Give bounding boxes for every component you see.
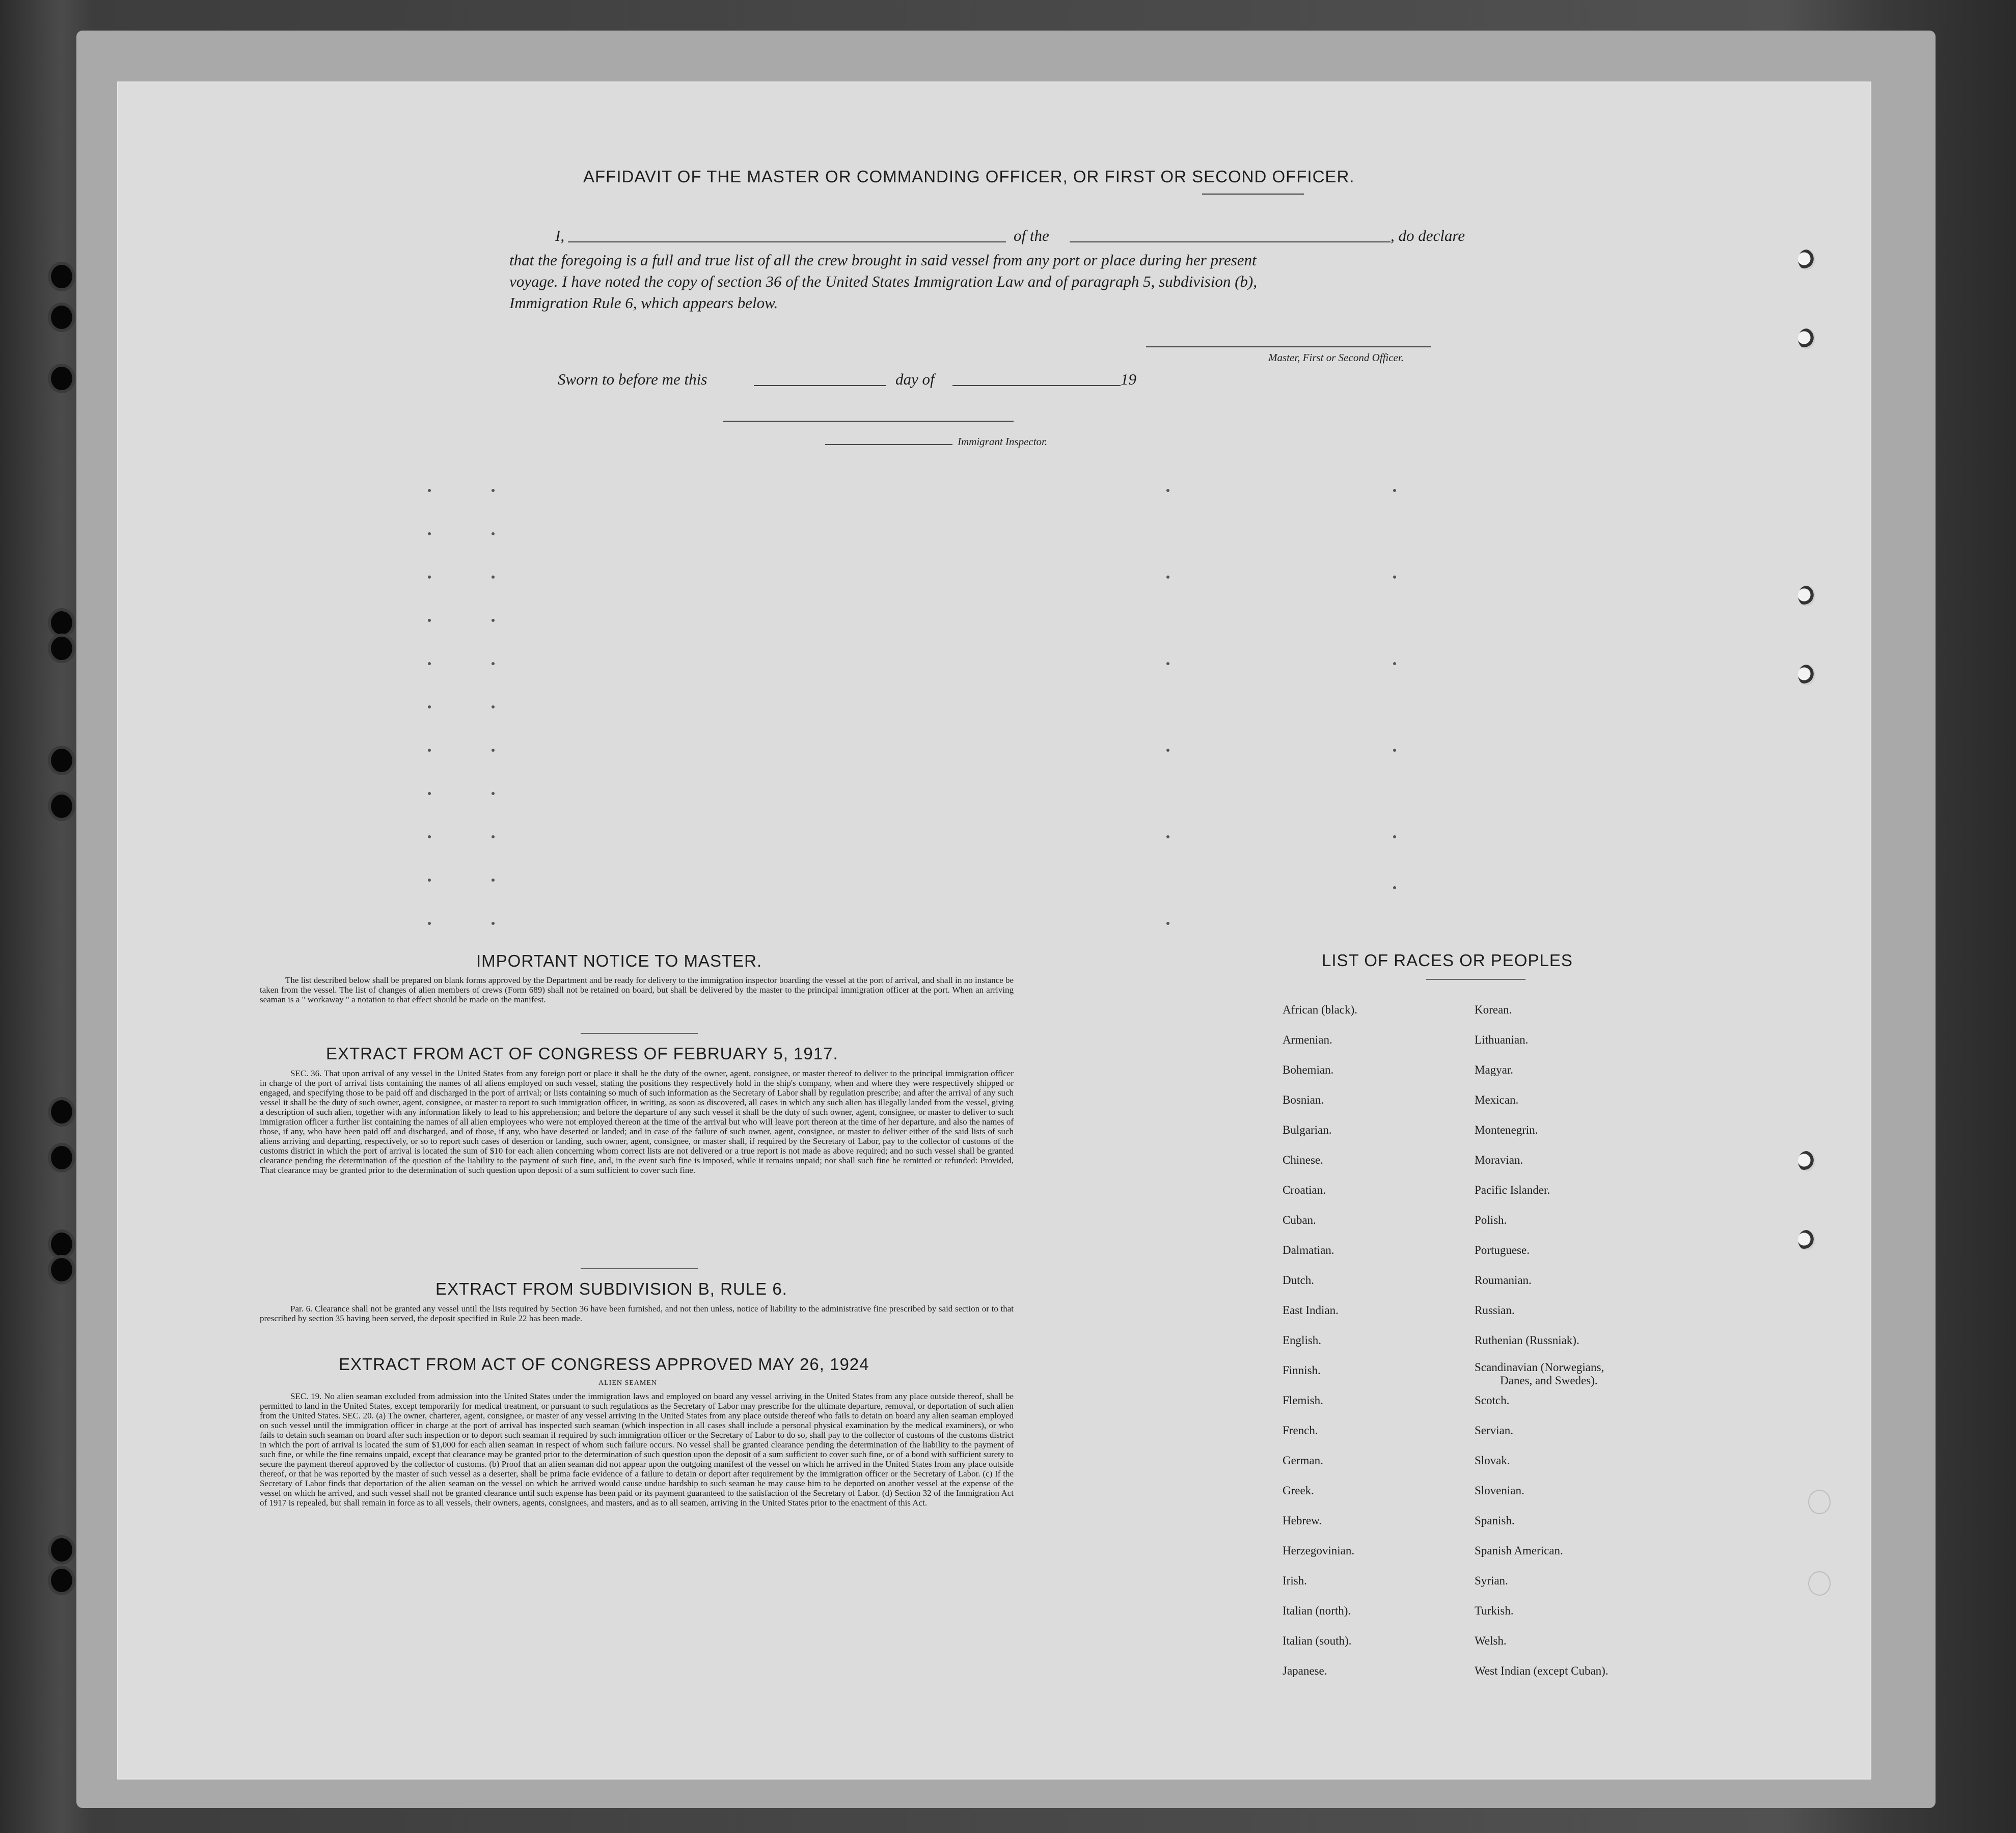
ring-hole bbox=[1798, 1151, 1815, 1171]
bleed-dot bbox=[1393, 886, 1396, 889]
race-right-item: Roumanian. bbox=[1475, 1274, 1532, 1287]
section-divider bbox=[581, 1268, 698, 1269]
binder-hole bbox=[51, 637, 72, 660]
bleed-dot bbox=[1393, 576, 1396, 579]
race-right-item: Turkish. bbox=[1475, 1604, 1514, 1617]
race-left-item: Hebrew. bbox=[1283, 1514, 1322, 1527]
affidavit-title: AFFIDAVIT OF THE MASTER OR COMMANDING OFFICER, OR FIRST OR SECOND OFFICER. bbox=[583, 167, 1355, 186]
race-left-item: African (black). bbox=[1283, 1003, 1357, 1016]
bleed-dot bbox=[428, 835, 431, 838]
affidavit-declare: , do declare bbox=[1391, 227, 1465, 244]
bleed-dot bbox=[428, 922, 431, 925]
race-left-item: Bosnian. bbox=[1283, 1093, 1324, 1106]
race-left-item: Greek. bbox=[1283, 1484, 1314, 1497]
binder-hole bbox=[51, 367, 72, 390]
bleed-dot bbox=[492, 619, 495, 622]
title-rule bbox=[1202, 194, 1304, 195]
bleed-dot bbox=[428, 792, 431, 795]
bleed-dot bbox=[492, 879, 495, 882]
ring-hole-outline bbox=[1808, 1490, 1831, 1514]
binder-hole bbox=[51, 611, 72, 635]
race-right-item: Moravian. bbox=[1475, 1154, 1523, 1166]
bleed-dot bbox=[492, 792, 495, 795]
section-divider bbox=[581, 1033, 698, 1034]
race-left-item: Bohemian. bbox=[1283, 1063, 1334, 1076]
bleed-dot bbox=[492, 749, 495, 752]
notice-text: The list described below shall be prepared on blank forms approved by the Department and be ready for delivery to the immigration inspector boarding the vessel at the port of arrival, and shall in no instance be taken from the vessel. The list of changes of alien members of crews (Form 689) shall not be retained on board, but shall be delivered by the master to the principal immigration officer at the port. When an arriving seaman is a " workaway " a notation to that effect should be made on the manifest. bbox=[260, 975, 1014, 1004]
extract-1917-title: EXTRACT FROM ACT OF CONGRESS OF FEBRUARY 5, 1917. bbox=[326, 1044, 838, 1063]
race-left-item: Italian (south). bbox=[1283, 1634, 1352, 1647]
bleed-dot bbox=[428, 749, 431, 752]
race-right-item: Servian. bbox=[1475, 1424, 1514, 1437]
race-right-item: Welsh. bbox=[1475, 1634, 1507, 1647]
race-left-item: French. bbox=[1283, 1424, 1318, 1437]
race-left-item: Dutch. bbox=[1283, 1274, 1314, 1287]
bleed-dot bbox=[428, 619, 431, 622]
binder-hole bbox=[51, 1538, 72, 1562]
race-right-item: West Indian (except Cuban). bbox=[1475, 1664, 1609, 1677]
bleed-dot bbox=[1166, 922, 1169, 925]
race-left-item: Armenian. bbox=[1283, 1033, 1332, 1046]
race-left-item: German. bbox=[1283, 1454, 1323, 1467]
race-right-item: Slovak. bbox=[1475, 1454, 1510, 1467]
bleed-dot bbox=[492, 662, 495, 665]
race-left-item: Chinese. bbox=[1283, 1154, 1323, 1166]
ring-hole bbox=[1798, 1230, 1815, 1250]
race-right-item: Montenegrin. bbox=[1475, 1124, 1538, 1136]
binder-hole bbox=[51, 1100, 72, 1124]
race-left-item: Irish. bbox=[1283, 1574, 1307, 1587]
affidavit-line4: Immigration Rule 6, which appears below. bbox=[509, 294, 778, 312]
ring-hole bbox=[1798, 250, 1815, 270]
bleed-dot bbox=[1393, 489, 1396, 492]
master-name-field[interactable] bbox=[568, 241, 1006, 242]
master-signature-field[interactable] bbox=[1146, 346, 1431, 347]
ring-hole bbox=[1798, 329, 1815, 349]
races-title-rule bbox=[1426, 979, 1525, 980]
inspector-label: Immigrant Inspector. bbox=[958, 435, 1048, 448]
binder-hole bbox=[51, 265, 72, 288]
race-right-item: Russian. bbox=[1475, 1304, 1515, 1317]
sworn-day-field[interactable] bbox=[754, 385, 886, 386]
bleed-dot bbox=[428, 879, 431, 882]
race-left-item: Flemish. bbox=[1283, 1394, 1323, 1407]
extract-1924-subtitle: ALIEN SEAMEN bbox=[598, 1379, 658, 1387]
race-left-item: Japanese. bbox=[1283, 1664, 1327, 1677]
race-right-item: Korean. bbox=[1475, 1003, 1512, 1016]
bleed-dot bbox=[492, 532, 495, 535]
form-page bbox=[117, 81, 1871, 1780]
binder-hole bbox=[51, 1258, 72, 1281]
extract-1924-text: SEC. 19. No alien seaman excluded from admission into the United States under the immigration laws and employed on board any vessel arriving in the United States from any place outside thereof, shall be permitted to land in the United States, except temporarily for medical treatment, or pursuant to such regulations as the Secretary of Labor may prescribe for the ultimate departure, removal, or deportation of such alien from the United States. SEC. 20. (a) The owner, charterer, agent, consignee, or master of any vessel arriving in the United States from any place outside thereof who fails to detain on board any alien seaman employed on such vessel until the immigration officer in charge at the port of arrival has inspected such seaman (which inspection in all cases shall include a personal physical examination by the medical examiners), or who fails to detain such seaman on board after such inspection or to deport such seaman if required by such immigration officer or the Secretary of Labor to do so, shall pay to the collector of customs of the customs district in which the port of arrival is located the sum of $1,000 for each alien seaman in respect of whom such failure occurs. No vessel shall be granted clearance pending the determination of the liability to the payment of such fine, or while the fine remains unpaid, except that clearance may be granted prior to the determination of such question upon the deposit of a sum sufficient to cover such fine, or of a bond with sufficient surety to secure the payment thereof approved by the collector of customs. (b) Proof that an alien seaman did not appear upon the outgoing manifest of the vessel on which he arrived in the United States from any place outside thereof, or that he was reported by the master of such vessel as a deserter, shall be prima facie evidence of a failure to detain or deport after requirement by the immigration officer or the Secretary of Labor. (c) If the Secretary of Labor finds that deportation of the alien seaman on the vessel on which he arrived would cause undue hardship to such seaman he may cause him to be deported on another vessel at the expense of the vessel on which he arrived, and such vessel shall not be granted clearance until such expense has been paid or its payment guaranteed to the satisfaction of the Secretary of Labor. (d) Section 32 of the Immigration Act of 1917 is repealed, but shall remain in force as to all vessels, their owners, agents, consignees, and masters, and as to all seamen, arriving in the United States prior to the enactment of this Act. bbox=[260, 1391, 1014, 1508]
race-left-item: Dalmatian. bbox=[1283, 1244, 1334, 1256]
bleed-dot bbox=[492, 705, 495, 708]
race-right-item: Magyar. bbox=[1475, 1063, 1514, 1076]
race-left-item: English. bbox=[1283, 1334, 1322, 1347]
race-left-item: Bulgarian. bbox=[1283, 1124, 1332, 1136]
race-right-item: Lithuanian. bbox=[1475, 1033, 1529, 1046]
race-left-item: East Indian. bbox=[1283, 1304, 1339, 1317]
race-right-item: Spanish American. bbox=[1475, 1544, 1563, 1557]
race-left-item: Croatian. bbox=[1283, 1184, 1326, 1196]
master-signature-label: Master, First or Second Officer. bbox=[1268, 351, 1404, 364]
extract-rule6-title: EXTRACT FROM SUBDIVISION B, RULE 6. bbox=[435, 1279, 787, 1298]
ring-hole-outline bbox=[1808, 1571, 1831, 1596]
day-of-text: day of bbox=[895, 370, 935, 388]
race-right-item: Scandinavian (Norwegians, bbox=[1475, 1361, 1604, 1374]
race-left-item: Italian (north). bbox=[1283, 1604, 1351, 1617]
race-right-item: Mexican. bbox=[1475, 1093, 1519, 1106]
bleed-dot bbox=[1166, 489, 1169, 492]
ring-hole bbox=[1798, 586, 1815, 606]
binder-hole bbox=[51, 1233, 72, 1256]
year-prefix: 19 bbox=[1121, 370, 1136, 388]
inspector-underline bbox=[825, 444, 952, 445]
race-right-item: Ruthenian (Russniak). bbox=[1475, 1334, 1579, 1347]
bleed-dot bbox=[1393, 749, 1396, 752]
bleed-dot bbox=[428, 662, 431, 665]
race-right-item: Polish. bbox=[1475, 1214, 1507, 1226]
extract-rule6-text: Par. 6. Clearance shall not be granted any vessel until the lists required by Section 36 have been furnished, and not then unless, notice of liability to the administrative fine prescribed by said section or to that prescribed by section 35 having been served, the deposit specified in Rule 22 has been made. bbox=[260, 1304, 1014, 1323]
ring-hole bbox=[1798, 665, 1815, 685]
bleed-dot bbox=[1166, 749, 1169, 752]
affidavit-of-the: of the bbox=[1014, 227, 1049, 244]
race-right-item: Pacific Islander. bbox=[1475, 1184, 1550, 1196]
binder-hole bbox=[51, 1146, 72, 1169]
race-left-item: Herzegovinian. bbox=[1283, 1544, 1355, 1557]
race-right-item: Scotch. bbox=[1475, 1394, 1510, 1407]
inspector-signature-field[interactable] bbox=[723, 421, 1014, 422]
bleed-dot bbox=[1166, 662, 1169, 665]
vessel-name-field[interactable] bbox=[1070, 241, 1391, 242]
race-right-item: Syrian. bbox=[1475, 1574, 1508, 1587]
bleed-dot bbox=[428, 489, 431, 492]
extract-1924-title: EXTRACT FROM ACT OF CONGRESS APPROVED MAY 26, 1924 bbox=[339, 1355, 869, 1374]
bleed-dot bbox=[428, 576, 431, 579]
bleed-dot bbox=[1166, 576, 1169, 579]
bleed-dot bbox=[492, 576, 495, 579]
affidavit-line2: that the foregoing is a full and true list of all the crew brought in said vessel from any port or place during her present bbox=[509, 251, 1257, 269]
race-right-item: Spanish. bbox=[1475, 1514, 1515, 1527]
bleed-dot bbox=[1393, 662, 1396, 665]
notice-title: IMPORTANT NOTICE TO MASTER. bbox=[476, 951, 762, 970]
affidavit-line3: voyage. I have noted the copy of section 36 of the United States Immigration Law and of paragraph 5, subdivision (b), bbox=[509, 272, 1257, 290]
binder-hole bbox=[51, 306, 72, 329]
bleed-dot bbox=[428, 705, 431, 708]
binder-hole bbox=[51, 749, 72, 772]
sworn-text: Sworn to before me this bbox=[558, 370, 707, 388]
bleed-dot bbox=[1393, 835, 1396, 838]
binder-hole bbox=[51, 1569, 72, 1592]
bleed-dot bbox=[1166, 835, 1169, 838]
bleed-dot bbox=[428, 532, 431, 535]
races-title: LIST OF RACES OR PEOPLES bbox=[1322, 951, 1573, 970]
bleed-dot bbox=[492, 489, 495, 492]
binder-hole bbox=[51, 795, 72, 818]
affidavit-i: I, bbox=[555, 227, 565, 244]
race-left-item: Finnish. bbox=[1283, 1364, 1321, 1377]
race-right-continuation: Danes, and Swedes). bbox=[1500, 1374, 1598, 1387]
race-right-item: Portuguese. bbox=[1475, 1244, 1530, 1256]
bleed-dot bbox=[492, 835, 495, 838]
race-left-item: Cuban. bbox=[1283, 1214, 1316, 1226]
sworn-month-field[interactable] bbox=[952, 385, 1121, 386]
extract-1917-text: SEC. 36. That upon arrival of any vessel in the United States from any foreign port or place it shall be the duty of the owner, agent, consignee, or master thereof to deliver to the principal immigration officer in charge of the port of arrival lists containing the names of all aliens employed on such vessel, stating the positions they respectively hold in the ship's company, when and where they were respectively shipped or engaged, and specifying those to be paid off and discharged in the port of arrival; or lists containing so much of such information as the Secretary of Labor shall by regulation prescribe; and after the arrival of any such vessel it shall be the duty of such owner, agent, consignee, or master to report to such immigration officer, in writing, as soon as discovered, all cases in which any such alien has illegally landed from the vessel, giving a description of such alien, together with any information likely to lead to his apprehension; and before the departure of any such vessel it shall be the duty of such owner, agent, consignee, or master to deliver to such immigration officer a further list containing the names of all alien employees who were not employed thereon at the time of the arrival but who will leave port thereon at the time of her departure, and also the names of those, if any, who have been paid off and discharged, and of those, if any, who have deserted or landed; and in case of the failure of such owner, agent, consignee, or master to deliver either of the said lists of such aliens arriving and departing, respectively, or so to report such cases of desertion or landing, such owner, agent, consignee, or master shall, if required by the Secretary of Labor, pay to the collector of customs of the customs district in which the port of arrival is located the sum of $10 for each alien concerning whom correct lists are not delivered or a true report is not made as above required; and no such vessel shall be granted clearance pending the determination of the question of the liability to the payment of such fine, and, in the event such fine is imposed, while it remains unpaid; nor shall such fine be remitted or refunded: Provided, That clearance may be granted prior to the determination of such question upon deposit of a sum sufficient to cover such fine. bbox=[260, 1069, 1014, 1175]
race-right-item: Slovenian. bbox=[1475, 1484, 1524, 1497]
bleed-dot bbox=[492, 922, 495, 925]
